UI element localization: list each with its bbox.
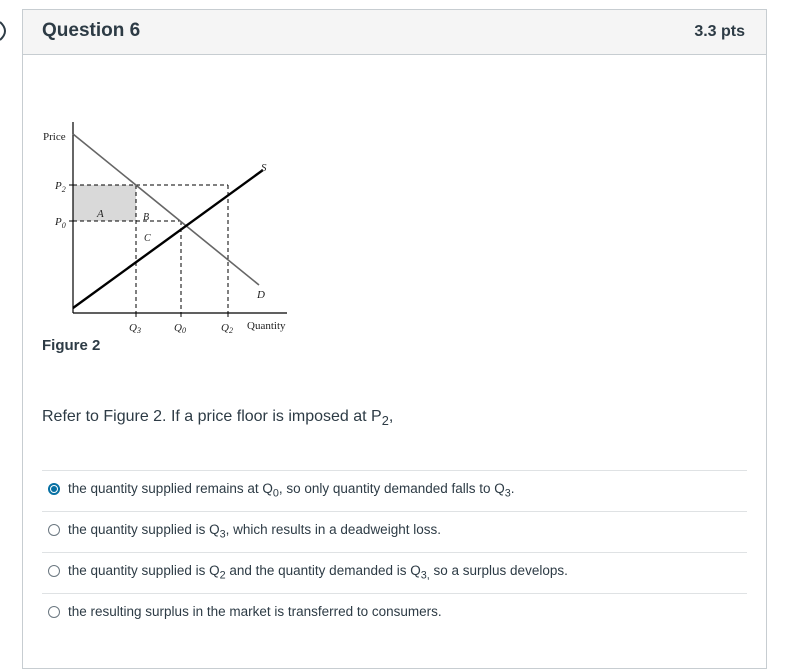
answer-label: the resulting surplus in the market is transferred to consumers. <box>68 604 442 619</box>
radio-unselected-icon[interactable] <box>48 606 60 618</box>
answer-option-2[interactable] <box>42 511 747 552</box>
answer-label: the quantity supplied is $Q_3$, which results in a deadweight loss. <box>68 522 441 541</box>
answer-label: the quantity supplied remains at $Q_0$, so only quantity demanded falls to $Q_3$. <box>68 481 515 500</box>
area-a-label: A <box>97 208 104 220</box>
radio-unselected-icon[interactable] <box>48 524 60 536</box>
demand-label: D <box>257 289 265 301</box>
answer-option-1[interactable] <box>42 470 747 511</box>
x-axis-label: Quantity <box>247 320 286 332</box>
figure-2-graph <box>37 110 327 340</box>
y-axis-label: Price <box>43 131 66 143</box>
q0-label: Q0 <box>174 322 186 335</box>
area-b-label: B <box>143 212 150 223</box>
radio-selected-icon[interactable] <box>48 483 60 495</box>
price-p0-label: $P_0$ <box>55 216 66 230</box>
question-card <box>22 9 767 669</box>
radio-unselected-icon[interactable] <box>48 565 60 577</box>
answer-label: the quantity supplied is $Q_2$ and the quantity demanded is $Q_{3,}$ so a surplus develops. <box>68 563 568 582</box>
figure-caption: Figure 2 <box>42 337 101 354</box>
area-a-shaded <box>73 185 136 221</box>
question-points: 3.3 pts <box>694 23 745 40</box>
supply-label: S <box>261 162 267 174</box>
q3-label: Q3 <box>129 322 141 335</box>
area-c-label: C <box>144 233 151 244</box>
answer-option-4[interactable] <box>42 593 747 634</box>
answer-list <box>42 470 747 634</box>
question-title: Question 6 <box>42 20 141 41</box>
answer-option-3[interactable] <box>42 552 747 593</box>
question-header <box>23 10 766 55</box>
question-text: Refer to Figure 2. If a price floor is imposed at $P_2$, <box>42 408 394 429</box>
price-p2-label: $P_2$ <box>55 180 66 194</box>
q2-label: Q2 <box>221 322 233 335</box>
chevron-left-icon[interactable] <box>0 20 12 42</box>
